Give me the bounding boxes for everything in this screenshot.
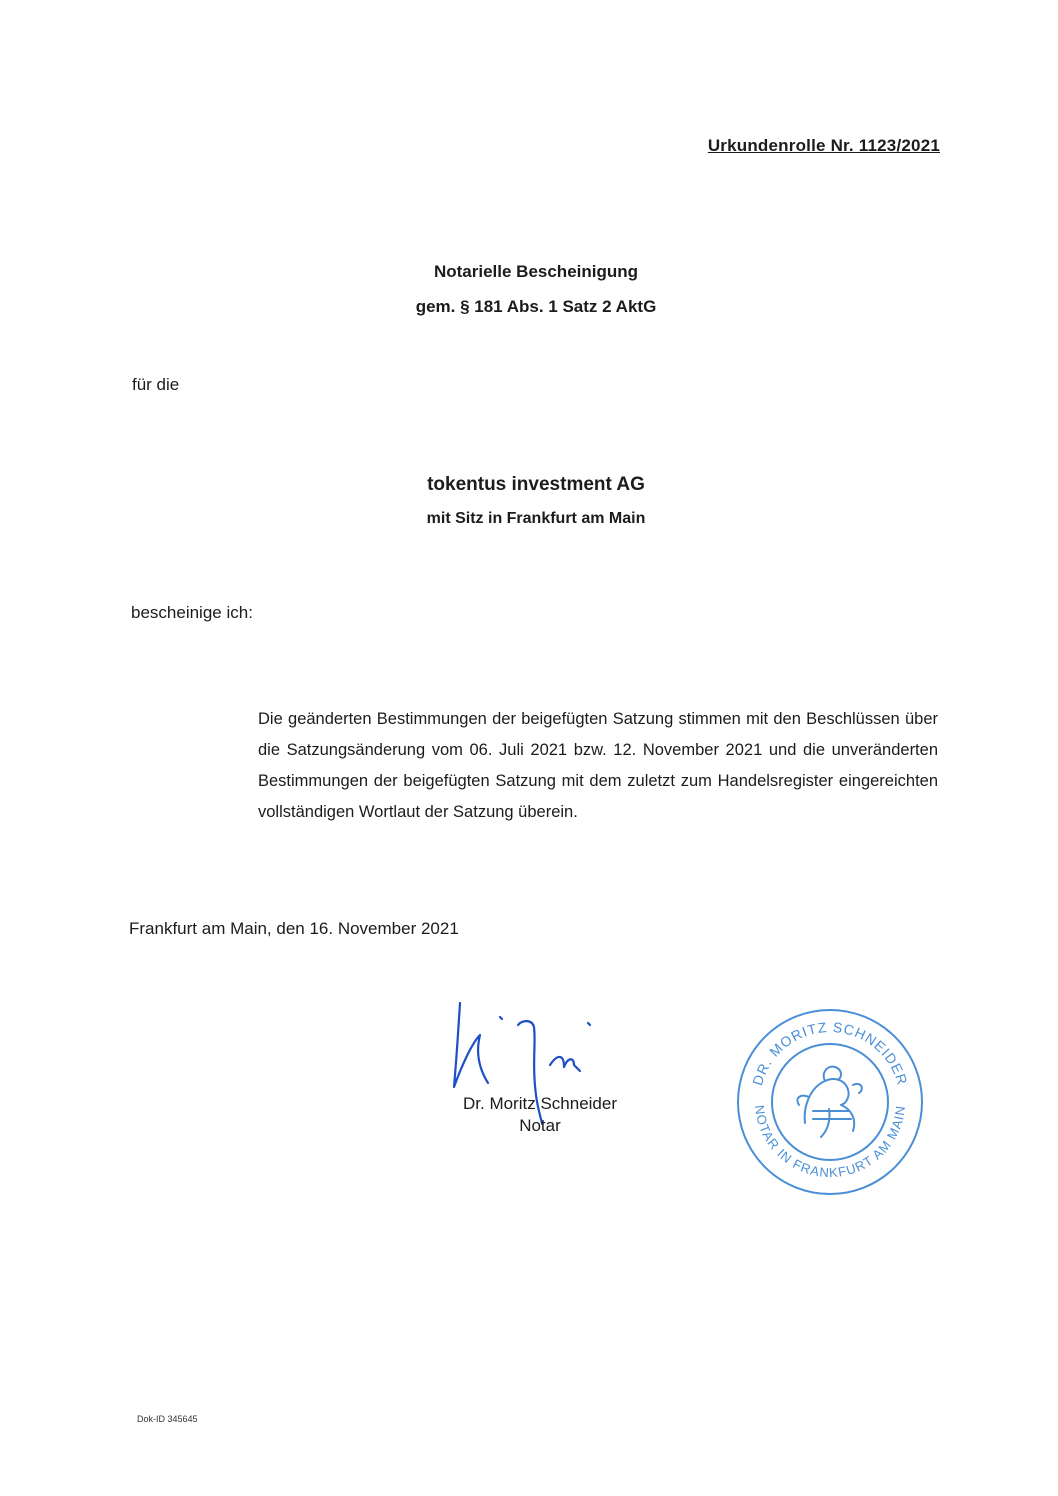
signatory-name: Dr. Moritz Schneider — [463, 1094, 617, 1113]
company-seat: mit Sitz in Frankfurt am Main — [426, 510, 646, 527]
place-date: Frankfurt am Main, den 16. November 2021 — [129, 919, 459, 938]
signatory-role: Notar — [519, 1116, 561, 1135]
signature-block — [420, 1093, 660, 1137]
company-name: tokentus investment AG — [427, 474, 645, 495]
svg-text:DR. MORITZ SCHNEIDER: DR. MORITZ SCHNEIDER — [749, 1018, 911, 1088]
document-title: Notarielle Bescheinigung — [433, 262, 639, 281]
intro-text: für die — [132, 375, 180, 394]
document-number: Urkundenrolle Nr. 1123/2021 — [707, 136, 940, 155]
notary-seal — [733, 1005, 927, 1199]
lion-emblem-icon — [797, 1067, 861, 1137]
document-id: Dok-ID 345645 — [137, 1414, 198, 1424]
certification-body: Die geänderten Bestimmungen der beigefügten Satzung stimmen mit den Beschlüssen über die Satzungsänderung vom 06. Juli 2021 bzw. 12. November 2021 und die unveränderten Bestimmungen der beigefügten Satzung mit dem zuletzt zum Handelsregister eingereichten vollständigen Wortlaut der Satzung überein. — [258, 710, 938, 821]
document-subtitle: gem. § 181 Abs. 1 Satz 2 AktG — [415, 297, 657, 316]
svg-text:NOTAR IN FRANKFURT AM MAIN: NOTAR IN FRANKFURT AM MAIN — [751, 1104, 909, 1181]
certify-label: bescheinige ich: — [131, 603, 253, 622]
